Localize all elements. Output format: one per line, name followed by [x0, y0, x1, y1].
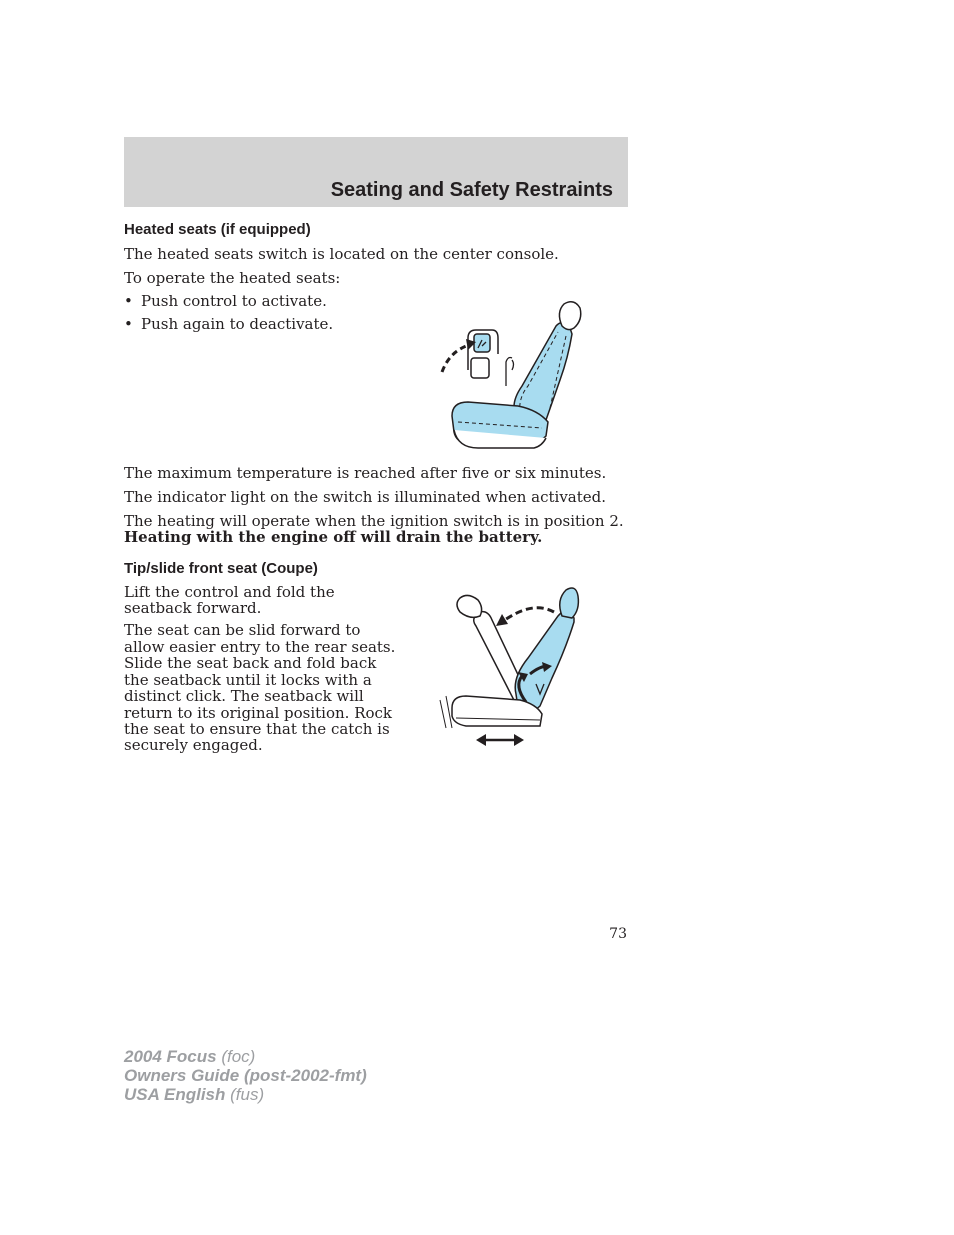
bullet-item: • Push again to deactivate. — [124, 315, 334, 333]
max-temp-text: The maximum temperature is reached after five or six minutes. — [124, 464, 607, 482]
tip-slide-p2-line: the seatback until it locks with a — [124, 670, 372, 689]
header-band — [124, 137, 628, 207]
tip-slide-heading: Tip/slide front seat (Coupe) — [124, 560, 318, 577]
footer-line: 2004 Focus (foc) — [124, 1047, 256, 1066]
bullet-item: • Push control to activate. — [124, 292, 327, 310]
heated-seat-illustration — [438, 298, 588, 453]
ignition-text: The heating will operate when the ignition switch is in position 2. — [124, 512, 624, 530]
tip-slide-p2-line: allow easier entry to the rear seats. — [124, 637, 396, 656]
tip-slide-seat-illustration — [436, 582, 586, 750]
tip-slide-p2-line: distinct click. The seatback will — [124, 687, 364, 705]
page-section-title: Seating and Safety Restraints — [330, 179, 613, 201]
heated-seats-operate-text: To operate the heated seats: — [124, 269, 341, 287]
tip-slide-p1-line: seatback forward. — [124, 599, 262, 617]
tip-slide-p1-line: Lift the control and fold the — [124, 583, 335, 601]
indicator-light-text: The indicator light on the switch is illuminated when activated. — [124, 488, 607, 506]
page-number: 73 — [609, 926, 627, 942]
footer-line: USA English (fus) — [124, 1085, 265, 1104]
tip-slide-p2-line: securely engaged. — [124, 736, 263, 754]
footer-info — [124, 1047, 367, 1104]
footer-line: Owners Guide (post-2002-fmt) — [124, 1066, 367, 1085]
tip-slide-p2-line: the seat to ensure that the catch is — [124, 720, 390, 738]
tip-slide-p2-line: The seat can be slid forward to — [124, 621, 361, 639]
tip-slide-p2-line: return to its original position. Rock — [124, 703, 393, 722]
heated-seats-heading: Heated seats (if equipped) — [124, 221, 311, 238]
heated-seats-location-text: The heated seats switch is located on the center console. — [124, 245, 559, 263]
battery-warning-text: Heating with the engine off will drain the battery. — [124, 528, 543, 546]
tip-slide-p2-line: Slide the seat back and fold back — [124, 654, 377, 672]
